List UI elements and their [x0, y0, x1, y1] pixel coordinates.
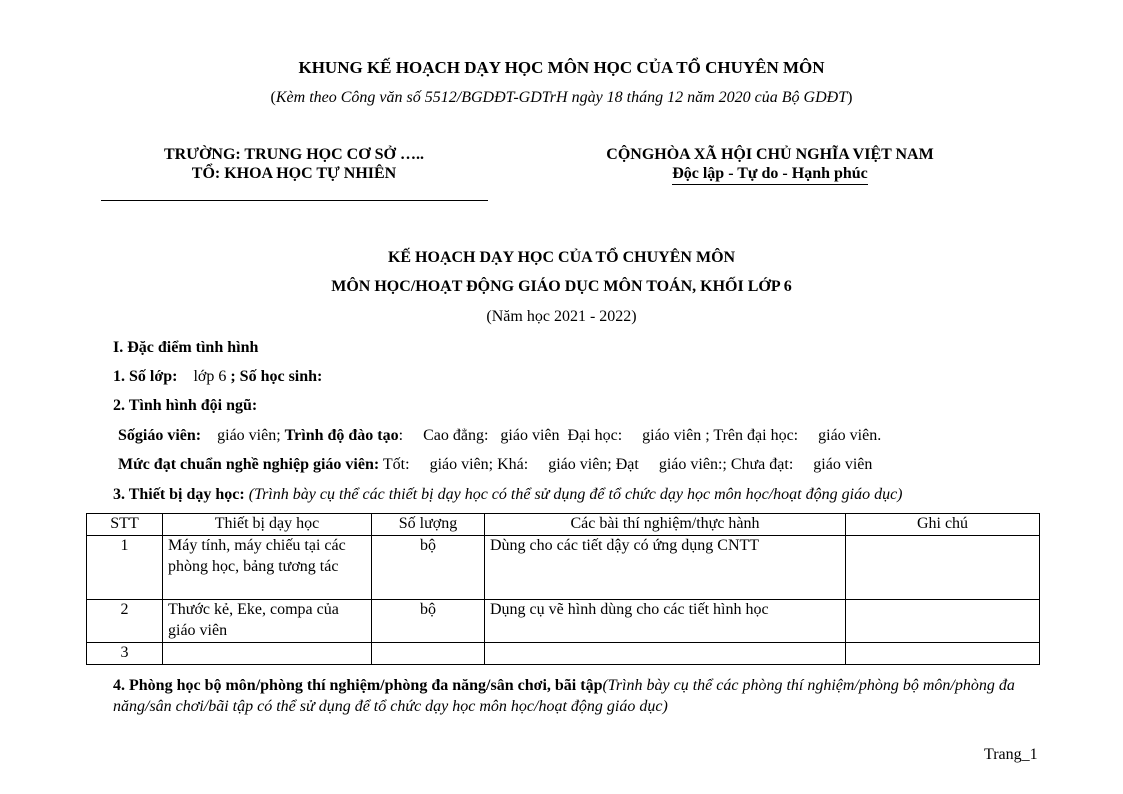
teacher-count-text: giáo viên;	[201, 427, 285, 444]
header-device: Thiết bị dạy học	[163, 514, 372, 536]
row-quantity	[372, 643, 485, 665]
teacher-count-line	[118, 426, 881, 445]
row-note	[846, 536, 1040, 600]
class-count-label: 1. Số lớp:	[113, 368, 178, 385]
teacher-count-label: Sốgiáo viên:	[118, 427, 202, 444]
school-divider	[101, 200, 488, 201]
row-device: Máy tính, máy chiếu tại các phòng học, bảng tương tác	[163, 536, 372, 600]
header-activity: Các bài thí nghiệm/thực hành	[485, 514, 846, 536]
plan-subject: MÔN HỌC/HOẠT ĐỘNG GIÁO DỤC MÔN TOÁN, KHỐI LỚP 6	[331, 278, 792, 295]
row-activity: Dụng cụ vẽ hình dùng cho các tiết hình học	[485, 600, 846, 643]
section-1-heading: I. Đặc điểm tình hình	[113, 339, 259, 356]
school-block	[100, 145, 488, 183]
row-device: Thước kẻ, Eke, compa của giáo viên	[163, 600, 372, 643]
row-stt: 2	[87, 600, 163, 643]
school-name: TRƯỜNG: TRUNG HỌC CƠ SỞ …..	[163, 146, 424, 163]
equipment-label: 3. Thiết bị dạy học:	[113, 486, 245, 503]
table-header-row	[87, 514, 1040, 536]
table-row	[87, 536, 1040, 600]
row-quantity: bộ	[372, 600, 485, 643]
rooms-label: 4. Phòng học bộ môn/phòng thí nghiệm/phòng đa năng/sân chơi, bãi tập	[113, 677, 603, 694]
header-stt: STT	[87, 514, 163, 536]
row-note	[846, 643, 1040, 665]
table-row	[87, 643, 1040, 665]
item-class-count	[113, 367, 322, 386]
row-activity	[485, 643, 846, 665]
row-activity: Dùng cho các tiết dậy có ứng dụng CNTT	[485, 536, 846, 600]
subtitle-reference: Kèm theo Công văn số 5512/BGDĐT-GDTrH ngày 18 tháng 12 năm 2020 của Bộ GDĐT	[275, 89, 848, 106]
class-count-value: lớp 6	[177, 368, 231, 385]
student-count-label: ; Số học sinh:	[230, 368, 323, 385]
document-title: KHUNG KẾ HOẠCH DẠY HỌC MÔN HỌC CỦA TỔ CHUYÊN MÔN	[298, 58, 825, 77]
subtitle-open-paren: (	[270, 89, 276, 106]
page-number: Trang_1	[984, 746, 1038, 763]
rooms-note: (Trình bày cụ thể các phòng thí nghiệm/phòng bộ môn/phòng đa năng/sân chơi/bãi tập có thể sử dụng để tổ chức dạy học môn học/hoạt động giáo dục)	[113, 677, 1015, 715]
item-equipment-heading	[113, 485, 903, 504]
standard-level-line	[118, 455, 872, 474]
training-level-label: Trình độ đào tạo	[284, 427, 399, 444]
item-rooms-heading	[113, 676, 1053, 718]
table-row	[87, 600, 1040, 643]
standard-level-label: Mức đạt chuẩn nghề nghiệp giáo viên:	[118, 456, 380, 473]
row-stt: 1	[87, 536, 163, 600]
nation-name: CỘNGHÒA XÃ HỘI CHỦ NGHĨA VIỆT NAM	[606, 146, 934, 163]
nation-block	[560, 145, 980, 185]
row-stt: 3	[87, 643, 163, 665]
nation-motto: Độc lập - Tự do - Hạnh phúc	[672, 164, 868, 185]
header-note: Ghi chú	[846, 514, 1040, 536]
row-device	[163, 643, 372, 665]
header-quantity: Số lượng	[372, 514, 485, 536]
item-staff-heading: 2. Tình hình đội ngũ:	[113, 397, 258, 414]
department-name: TỔ: KHOA HỌC TỰ NHIÊN	[191, 165, 397, 183]
equipment-note: (Trình bày cụ thể các thiết bị dạy học có thể sử dụng để tổ chức dạy học môn học/hoạt động giáo dục)	[244, 486, 903, 503]
row-note	[846, 600, 1040, 643]
row-quantity: bộ	[372, 536, 485, 600]
document-subtitle	[0, 88, 1123, 107]
plan-title: KẾ HOẠCH DẠY HỌC CỦA TỔ CHUYÊN MÔN	[387, 249, 736, 266]
equipment-table	[86, 513, 1040, 665]
training-level-text: : Cao đẳng: giáo viên Đại học: giáo viên ; Trên đại học: giáo viên.	[398, 427, 882, 444]
subtitle-close-paren: )	[847, 89, 853, 106]
standard-level-text: Tốt: giáo viên; Khá: giáo viên; Đạt giáo viên:; Chưa đạt: giáo viên	[379, 456, 873, 473]
plan-school-year: (Năm học 2021 - 2022)	[486, 308, 637, 325]
